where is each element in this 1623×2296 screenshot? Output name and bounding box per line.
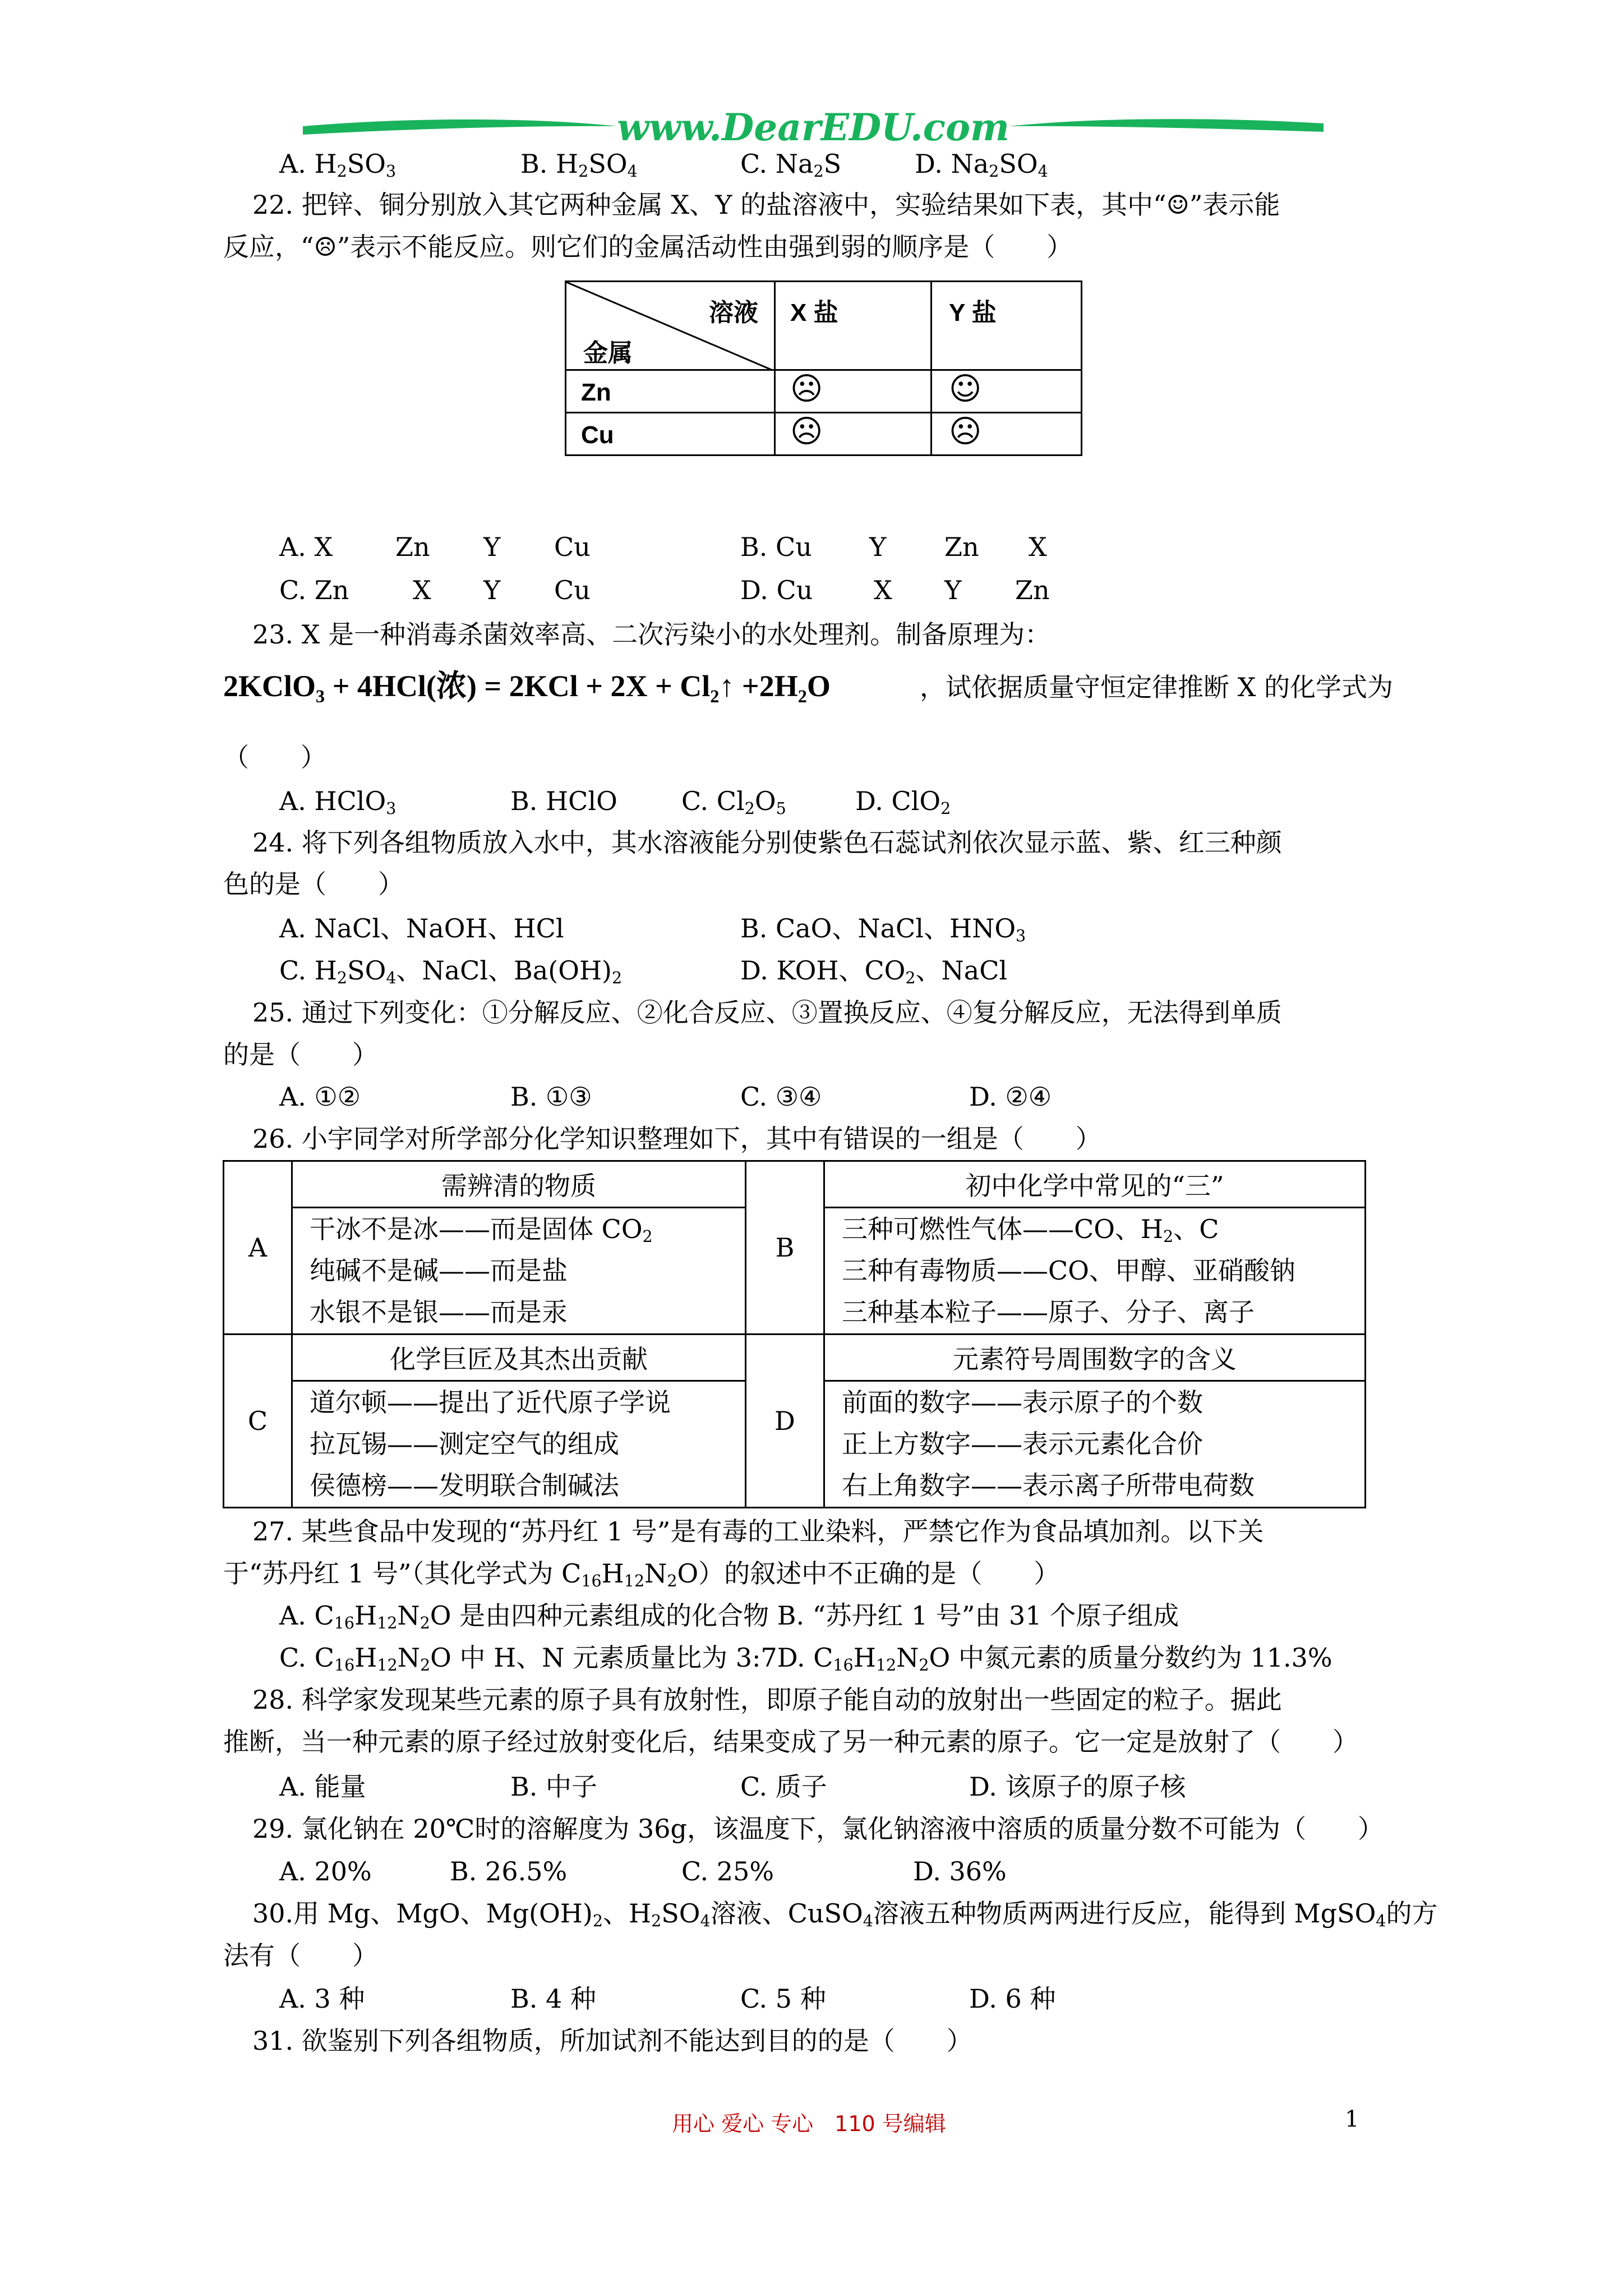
- q29-option-a: A. 20%: [279, 1856, 372, 1887]
- block-line: 纯碱不是碱——而是盐: [310, 1255, 568, 1286]
- block-label: C: [224, 1335, 292, 1508]
- q30-option-b: B. 4 种: [510, 1984, 596, 2014]
- q29-option-b: B. 26.5%: [450, 1856, 568, 1887]
- y-result-cell: [932, 413, 1082, 455]
- q23-stem-tail: ，试依据质量守恒定律推断 X 的化学式为: [920, 672, 1393, 702]
- q22-option-b: B. Cu Y Zn X: [740, 532, 1047, 562]
- block-label: D: [746, 1335, 824, 1508]
- q23-option-d: D. ClO$_2$: [855, 786, 951, 818]
- block-line: 水银不是银——而是汞: [310, 1297, 568, 1327]
- diag-bottom-label: 金属: [583, 339, 633, 367]
- block-body: [824, 1208, 1366, 1335]
- table-row: [566, 413, 1082, 455]
- q25-option-c: C. ③④: [740, 1082, 822, 1112]
- q28-option-c: C. 质子: [740, 1772, 827, 1802]
- block-line: 三种有毒物质——CO、甲醇、亚硝酸钠: [842, 1255, 1295, 1286]
- q22-option-c: C. Zn X Y Cu: [279, 575, 591, 605]
- block-line: 正上方数字——表示元素化合价: [842, 1429, 1203, 1459]
- logo-text: www.DearEDU.com: [617, 105, 1009, 149]
- table-row: [566, 370, 1082, 413]
- q28-stem-line2: 推断，当一种元素的原子经过放射变化后，结果变成了另一种元素的原子。它一定是放射了（ ）: [223, 1727, 1358, 1757]
- q25-option-d: D. ②④: [969, 1082, 1052, 1112]
- q25-stem-line2: 的是（ ）: [223, 1039, 378, 1070]
- q23-option-c: C. $Cl_2O_5$: [681, 786, 786, 818]
- diagonal-header-cell: [566, 282, 775, 370]
- block-line: 道尔顿——提出了近代原子学说: [310, 1387, 671, 1418]
- y-result-cell: [932, 370, 1082, 413]
- q21-option-c: C. $Na_2S$: [740, 149, 842, 181]
- q22-table: [565, 280, 1082, 456]
- q26-stem: 26. 小宇同学对所学部分化学知识整理如下，其中有错误的一组是（ ）: [252, 1124, 1101, 1154]
- q29-option-d: D. 36%: [913, 1856, 1007, 1887]
- q23-answer-paren: （ ）: [223, 742, 326, 772]
- q22-stem-line1: 22. 把锌、铜分别放入其它两种金属 X、Y 的盐溶液中，实验结果如下表，其中“☺”表示能: [252, 190, 1280, 220]
- q27-stem-line1: 27. 某些食品中发现的“苏丹红 1 号”是有毒的工业染料，严禁它作为食品填加剂。以下关: [252, 1516, 1264, 1547]
- block-body: [292, 1208, 746, 1335]
- q23-option-b: B. HClO: [510, 786, 617, 816]
- block-line: 三种可燃性气体——CO、$H_2$、C: [842, 1214, 1219, 1246]
- q29-stem: 29. 氯化钠在 20℃时的溶解度为 36g，该温度下，氯化钠溶液中溶质的质量分数不可能为（ ）: [252, 1814, 1384, 1844]
- block-header: 元素符号周围数字的含义: [824, 1335, 1366, 1381]
- frown-icon: ☹: [949, 413, 982, 450]
- q24-option-c: C. $H_2SO_4$、NaCl、$Ba(OH)_2$: [279, 955, 623, 988]
- q28-stem-line1: 28. 科学家发现某些元素的原子具有放射性，即原子能自动的放射出一些固定的粒子。据此: [252, 1685, 1282, 1715]
- footer-text: 用心 爱心 专心 110 号编辑: [672, 2111, 946, 2136]
- q24-stem-line1: 24. 将下列各组物质放入水中，其水溶液能分别使紫色石蕊试剂依次显示蓝、紫、红三种颜: [252, 827, 1282, 858]
- smile-icon: ☺: [949, 371, 982, 407]
- q27-stem-line2: 于“苏丹红 1 号”（其化学式为 $C_{16}H_{12}N_2O$）的叙述中不正确的是（ ）: [223, 1558, 1060, 1591]
- q28-option-a: A. 能量: [279, 1772, 366, 1802]
- q31-stem: 31. 欲鉴别下列各组物质，所加试剂不能达到目的的是（ ）: [252, 2026, 972, 2056]
- q30-stem-line1: 30.用 Mg、MgO、$Mg(OH)_2$、$H_2SO_4$溶液、CuSO$_4$溶液五种物质两两进行反应，能得到 MgSO$_4$的方: [252, 1898, 1438, 1931]
- q23-stem: 23. X 是一种消毒杀菌效率高、二次污染小的水处理剂。制备原理为：: [252, 619, 1051, 650]
- x-result-cell: [775, 413, 932, 455]
- col-x-header: X 盐: [775, 282, 932, 370]
- q27-option-a: A. $C_{16}H_{12}N_2O$ 是由四种元素组成的化合物 B. “苏丹红 1 号”由 31 个原子组成: [279, 1600, 1179, 1633]
- block-header: 化学巨匠及其杰出贡献: [292, 1335, 746, 1381]
- q25-option-a: A. ①②: [279, 1082, 361, 1112]
- q22-stem-line2: 反应，“☹”表示不能反应。则它们的金属活动性由强到弱的顺序是（ ）: [223, 232, 1073, 262]
- q21-option-a: A. $H_2SO_3$: [279, 149, 396, 181]
- x-result-cell: [775, 370, 932, 413]
- q30-option-d: D. 6 种: [969, 1984, 1056, 2014]
- block-line: 右上角数字——表示离子所带电荷数: [842, 1470, 1255, 1501]
- q28-option-d: D. 该原子的原子核: [969, 1772, 1186, 1802]
- q29-option-c: C. 25%: [681, 1856, 774, 1887]
- block-header: 需辨清的物质: [292, 1161, 746, 1208]
- q23-equation: 2KClO₃ + 4HCl(浓) = 2KCl + 2X + Cl₂↑ +2H₂O: [223, 669, 831, 703]
- block-header: 初中化学中常见的“三”: [824, 1161, 1366, 1208]
- q22-option-a: A. X Zn Y Cu: [279, 532, 591, 562]
- q30-option-c: C. 5 种: [740, 1984, 826, 2014]
- q24-option-d: D. KOH、$CO_2$、NaCl: [740, 955, 1008, 988]
- q21-option-b: B. $H_2SO_4$: [520, 149, 638, 181]
- metal-cell: Zn: [566, 370, 775, 413]
- q24-stem-line2: 色的是（ ）: [223, 869, 404, 899]
- block-line: 干冰不是冰——而是固体 $CO_2$: [310, 1214, 653, 1246]
- block-line: 侯德榜——发明联合制碱法: [310, 1470, 619, 1501]
- block-label: B: [746, 1161, 824, 1335]
- q22-option-d: D. Cu X Y Zn: [740, 575, 1050, 605]
- q25-option-b: B. ①③: [510, 1082, 592, 1112]
- q25-stem-line1: 25. 通过下列变化：①分解反应、②化合反应、③置换反应、④复分解反应，无法得到单质: [252, 997, 1282, 1028]
- q30-stem-line2: 法有（ ）: [223, 1940, 378, 1971]
- block-line: 前面的数字——表示原子的个数: [842, 1387, 1203, 1418]
- q27-option-c: C. $C_{16}H_{12}N_2O$ 中 H、N 元素质量比为 3:7D. $C_{16}H_{12}N_2O$ 中氮元素的质量分数约为 11.3%: [279, 1642, 1332, 1675]
- block-body: [824, 1381, 1366, 1508]
- block-line: 三种基本粒子——原子、分子、离子: [842, 1297, 1255, 1327]
- q23-option-a: A. HClO$_3$: [279, 786, 396, 818]
- block-body: [292, 1381, 746, 1508]
- q28-option-b: B. 中子: [510, 1772, 598, 1802]
- frown-icon: ☹: [790, 413, 823, 450]
- q24-option-a: A. NaCl、NaOH、HCl: [279, 913, 564, 944]
- metal-cell: Cu: [566, 413, 775, 455]
- block-label: A: [224, 1161, 292, 1335]
- q24-option-b: B. CaO、NaCl、$HNO_3$: [740, 913, 1026, 946]
- page-number: 1: [1345, 2106, 1359, 2132]
- q26-table: [223, 1160, 1366, 1508]
- col-y-header: Y 盐: [932, 282, 1082, 370]
- diag-top-label: 溶液: [709, 299, 758, 326]
- q30-option-a: A. 3 种: [279, 1984, 365, 2014]
- frown-icon: ☹: [790, 371, 823, 407]
- q21-option-d: D. $Na_2SO_4$: [915, 149, 1048, 181]
- block-line: 拉瓦锡——测定空气的组成: [310, 1429, 619, 1459]
